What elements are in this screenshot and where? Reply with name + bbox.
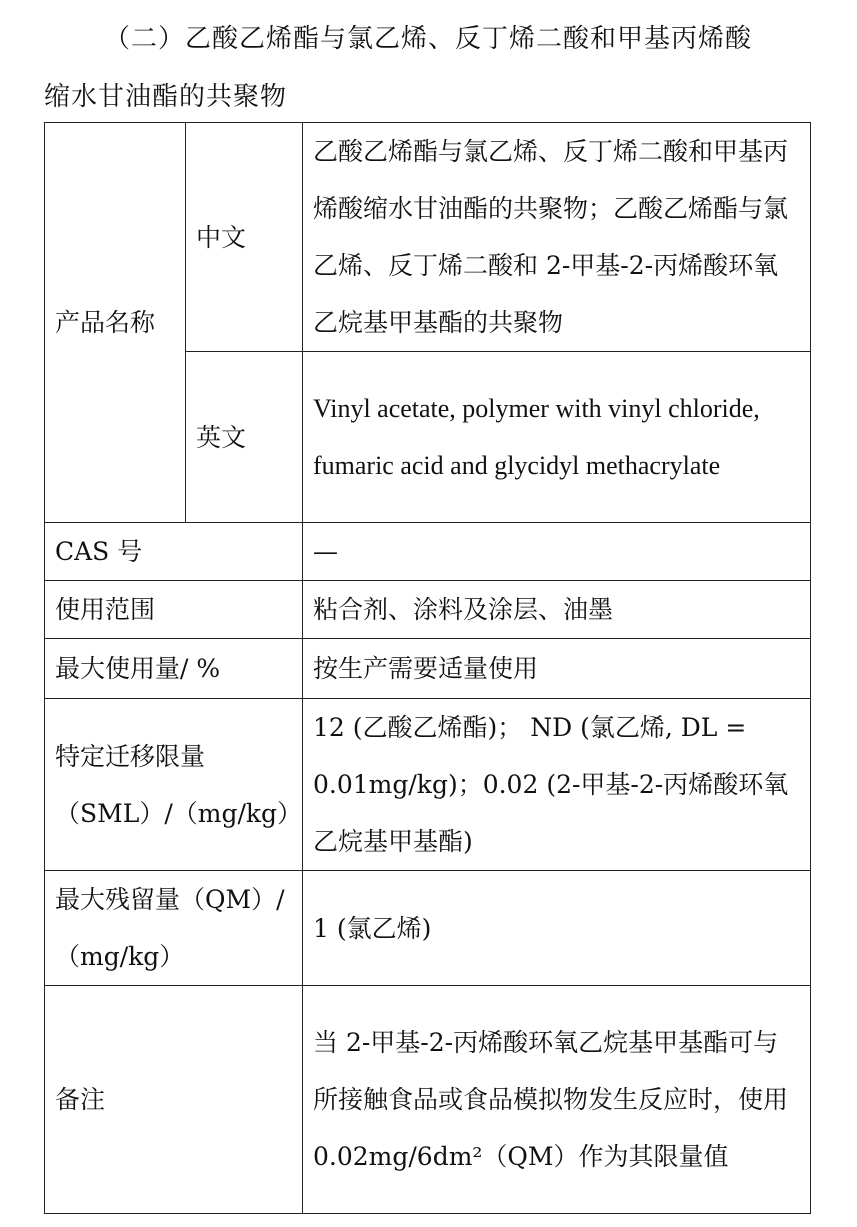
chinese-name-value: 乙酸乙烯酯与氯乙烯、反丁烯二酸和甲基丙烯酸缩水甘油酯的共聚物；乙酸乙烯酯与氯乙烯、反丁烯二酸和 2-甲基-2-丙烯酸环氧乙烷基甲基酯的共聚物: [303, 123, 811, 352]
qm-value: 1 (氯乙烯): [303, 871, 811, 986]
section-heading-line1: （二）乙酸乙烯酯与氯乙烯、反丁烯二酸和甲基丙烯酸: [104, 24, 753, 54]
table-row: [45, 986, 811, 1214]
scope-value: 粘合剂、涂料及涂层、油墨: [303, 581, 811, 639]
sml-value: 12 (乙酸乙烯酯)； ND (氯乙烯, DL = 0.01mg/kg)；0.02 (2-甲基-2-丙烯酸环氧乙烷基甲基酯): [303, 699, 811, 871]
max-usage-label: 最大使用量/ %: [45, 639, 303, 699]
remark-value: 当 2-甲基-2-丙烯酸环氧乙烷基甲基酯可与所接触食品或食品模拟物发生反应时，使用 0.02mg/6dm²（QM）作为其限量值: [303, 986, 811, 1214]
table-row: [45, 523, 811, 581]
table-row: [45, 581, 811, 639]
chinese-label: 中文: [186, 123, 303, 352]
table-row: [45, 639, 811, 699]
table-row: [45, 123, 811, 352]
sml-label: 特定迁移限量（SML）/（mg/kg）: [45, 699, 303, 871]
english-name-value: Vinyl acetate, polymer with vinyl chloride, fumaric acid and glycidyl methacrylate: [303, 352, 811, 523]
scope-label: 使用范围: [45, 581, 303, 639]
section-heading: [44, 10, 824, 126]
product-name-label: 产品名称: [45, 123, 186, 523]
section-heading-line2: 缩水甘油酯的共聚物: [44, 82, 288, 112]
remark-label: 备注: [45, 986, 303, 1214]
qm-label: 最大残留量（QM）/（mg/kg）: [45, 871, 303, 986]
cas-label: CAS 号: [45, 523, 303, 581]
table-row: [45, 871, 811, 986]
spec-table: [44, 122, 811, 1214]
table-row: [45, 699, 811, 871]
max-usage-value: 按生产需要适量使用: [303, 639, 811, 699]
english-label: 英文: [186, 352, 303, 523]
cas-value: —: [303, 523, 811, 581]
